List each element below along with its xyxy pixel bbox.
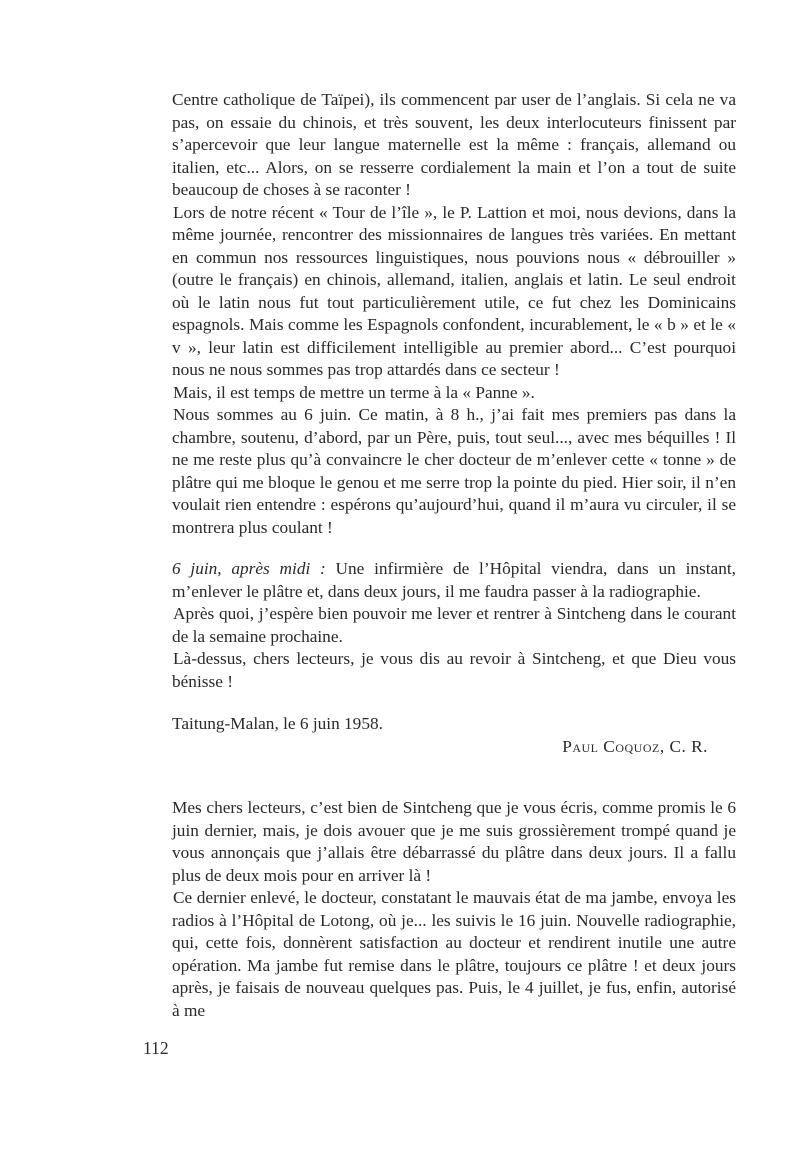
page-number: 112 — [143, 1038, 169, 1058]
text-section-1 — [172, 89, 736, 539]
paragraph-apres-quoi: Après quoi, j’espère bien pouvoir me lever et rentrer à Sintcheng dans le courant de la semaine prochaine. — [172, 604, 736, 646]
paragraph-apres-midi-text: Une infirmière de l’Hôpital viendra, dans un instant, m’enlever le plâtre et, dans deux jours, il me faudra passer à la radiographie. — [172, 559, 736, 601]
signature: Paul Coquoz, C. R. — [562, 736, 708, 756]
paragraph-mes-chers-lecteurs: Mes chers lecteurs, c’est bien de Sintcheng que je vous écris, comme promis le 6 juin dernier, mais, je dois avouer que je me suis grossièrement trompé quand je vous annonçais que j’allais être débarrassé du plâtre dans deux jours. Il a fallu plus de deux mois pour en arriver là ! — [172, 798, 736, 885]
paragraph-ce-dernier-enleve: Ce dernier enlevé, le docteur, constatant le mauvais état de ma jambe, envoya les radios à l’Hôpital de Lotong, où je... les suivis le 16 juin. Nouvelle radiographie, qui, cette fois, donnèrent satisfaction au docteur et rendirent inutile une autre opération. Ma jambe fut remise dans le plâtre, toujours ce plâtre ! et deux jours après, je faisais de nouveau quelques pas. Puis, le 4 juillet, je fus, enfin, autorisé à me — [172, 888, 736, 1020]
paragraph-continuation: Centre catholique de Taïpei), ils commencent par user de l’anglais. Si cela ne va pas, on essaie du chinois, et très souvent, les deux interlocuteurs finissent par s’apercevoir que leur langue maternelle est la même : français, allemand ou italien, etc... Alors, on se resserre cordialement la main et l’on a tout de suite beaucoup de choses à se raconter ! — [172, 90, 736, 199]
place-date: Taitung-Malan, le 6 juin 1958. — [172, 714, 383, 733]
paragraph-tour-de-l-ile: Lors de notre récent « Tour de l’île », le P. Lattion et moi, nous devions, dans la même journée, rencontrer des missionnaires de langues très variées. En mettant en commun nos ressources linguistiques, nous pouvions nous « débrouiller » (outre le français) en chinois, allemand, italien, anglais et latin. Le seul endroit où le latin nous fut tout particulièrement utile, ce fut chez les Dominicains espagnols. Mais comme les Espagnols confondent, incurablement, le « b » et le « v », leur latin est difficilement intelligible au premier abord... C’est pourquoi nous ne nous sommes pas trop attardés dans ce secteur ! — [172, 202, 736, 379]
paragraph-la-dessus: Là-dessus, chers lecteurs, je vous dis au revoir à Sintcheng, et que Dieu vous bénisse ! — [172, 649, 736, 691]
text-section-2 — [172, 558, 736, 758]
paragraph-panne: Mais, il est temps de mettre un terme à la « Panne ». — [173, 382, 535, 402]
paragraph-6-juin: Nous sommes au 6 juin. Ce matin, à 8 h., j’ai fait mes premiers pas dans la chambre, soutenu, d’abord, par un Père, puis, tout seul..., avec mes béquilles ! Il ne me reste plus qu’à convaincre le cher docteur de m’enlever cette « tonne » de plâtre qui me bloque le genou et me serre trop la pointe du pied. Hier soir, il n’en voulait rien entendre : espérons qu’aujourd’hui, quand il m’aura vu circuler, il se montrera plus coulant ! — [172, 405, 736, 537]
paragraph-apres-midi — [172, 558, 736, 603]
italic-date-lead: 6 juin, après midi : — [172, 559, 326, 578]
text-section-3 — [172, 797, 736, 1022]
